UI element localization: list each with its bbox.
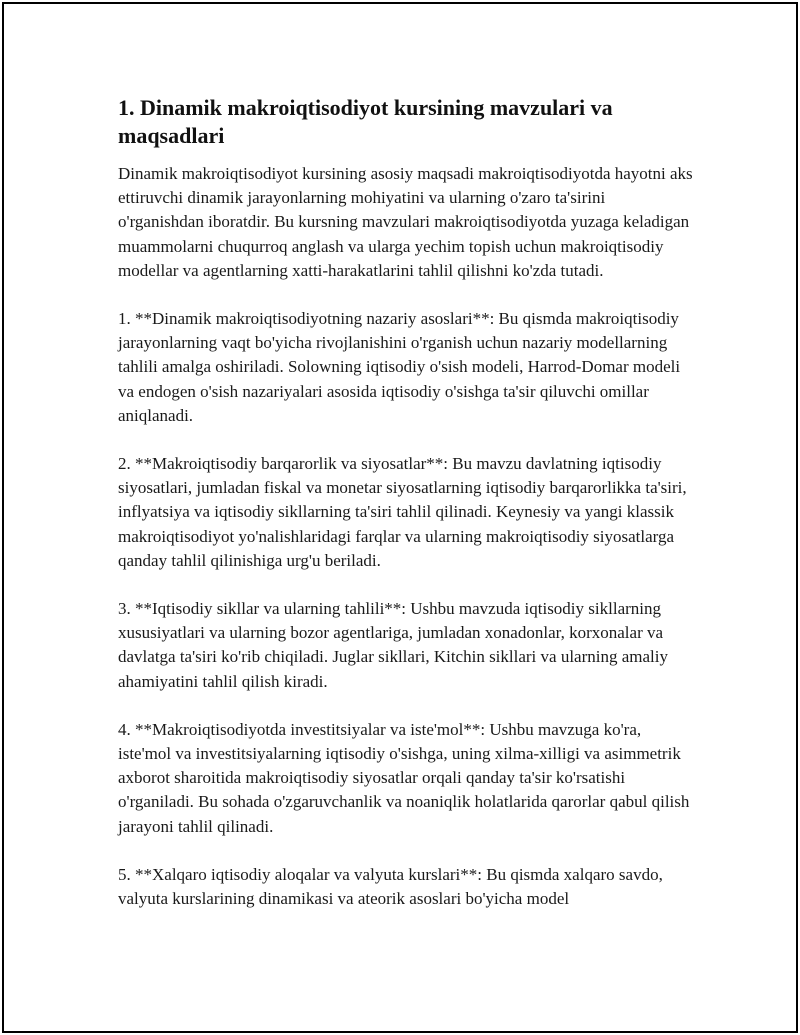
paragraph-item-3: 3. **Iqtisodiy sikllar va ularning tahlili**: Ushbu mavzuda iqtisodiy sikllarning xususiyatlari va ularning bozor agentlariga, jumladan xonadonlar, korxonalar va davlatga ta'siri ko'rib chiqiladi. Juglar sikllari, Kitchin sikllari va ularning amaliy ahamiyatini tahlil qilish kiradi. — [118, 599, 668, 691]
document-title: 1. Dinamik makroiqtisodiyot kursining mavzulari va maqsadlari — [118, 95, 613, 148]
page-frame — [2, 2, 798, 1033]
document-body — [118, 94, 693, 935]
intro-paragraph: Dinamik makroiqtisodiyot kursining asosiy maqsadi makroiqtisodiyotda hayotni aks ettiruvchi dinamik jarayonlarning mohiyatini va ularning o'zaro ta'sirini o'rganishdan iboratdir. Bu kursning mavzulari makroiqtisodiyotda yuzaga keladigan muammolarni chuqurroq anglash va ularga yechim topish uchun makroiqtisodiy modellar va agentlarning xatti-harakatlarini tahlil qilishni ko'zda tutadi. — [118, 164, 693, 280]
paragraph-item-5: 5. **Xalqaro iqtisodiy aloqalar va valyuta kurslari**: Bu qismda xalqaro savdo, valyuta kurslarining dinamikasi va ateorik asoslari bo'yicha model — [118, 864, 663, 909]
paragraph-item-4: 4. **Makroiqtisodiyotda investitsiyalar va iste'mol**: Ushbu mavzuga ko'ra, iste'mol va investitsiyalarning iqtisodiy o'sishga, uning xilma-xilligi va asimmetrik axborot sharoitida makroiqtisodiy siyosatlar orqali qanday ta'sir ko'rsatishi o'rganiladi. Bu sohada o'zgaruvchanlik va noaniqlik holatlarida qarorlar qabul qilish jarayoni tahlil qilinadi. — [118, 719, 690, 836]
paragraph-item-2: 2. **Makroiqtisodiy barqarorlik va siyosatlar**: Bu mavzu davlatning iqtisodiy siyosatlari, jumladan fiskal va monetar siyosatlarning iqtisodiy barqarorlikka ta'siri, inflyatsiya va iqtisodiy sikllarning ta'siri tahlil qilinadi. Keynesiy va yangi klassik makroiqtisodiyot yo'nalishlaridagi farqlar va ularning makroiqtisodiy siyosatlarga qanday tahlil qilinishiga urg'u beriladi. — [118, 454, 687, 570]
paragraph-item-1: 1. **Dinamik makroiqtisodiyotning nazariy asoslari**: Bu qismda makroiqtisodiy jarayonlarning vaqt bo'yicha rivojlanishini o'rganish uchun nazariy modellarning tahlili amalga oshiriladi. Solowning iqtisodiy o'sish modeli, Harrod-Domar modeli va endogen o'sish nazariyalari asosida iqtisodiy o'sishga ta'sir qiluvchi omillar aniqlanadi. — [118, 309, 681, 425]
